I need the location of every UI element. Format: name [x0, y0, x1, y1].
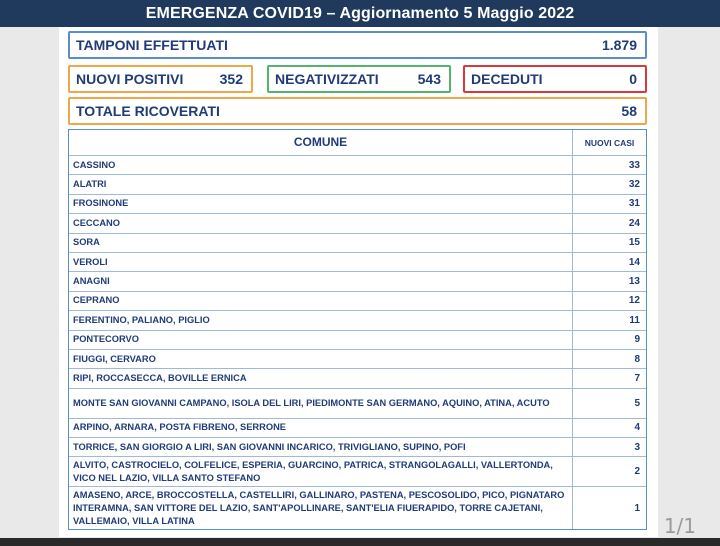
ricoverati-label: TOTALE RICOVERATI [76, 103, 220, 119]
ricoverati-box [68, 97, 647, 125]
comune-cell: MONTE SAN GIOVANNI CAMPANO, ISOLA DEL LIRI, PIEDIMONTE SAN GERMANO, AQUINO, ATINA, ACUTO [69, 389, 573, 418]
casi-cell: 4 [634, 422, 640, 434]
deceduti-value: 0 [629, 71, 637, 87]
deceduti-label: DECEDUTI [471, 71, 543, 87]
negativizzati-box [267, 65, 451, 93]
table-row [69, 174, 646, 193]
nuovi-positivi-box [68, 65, 253, 93]
comune-cell: ANAGNI [69, 272, 573, 290]
table-row [69, 194, 646, 213]
page-title: EMERGENZA COVID19 – Aggiornamento 5 Maggio 2022 [0, 0, 720, 27]
casi-cell: 1 [634, 502, 640, 514]
comune-cell: FROSINONE [69, 195, 573, 213]
casi-cell: 15 [628, 237, 640, 249]
casi-cell: 3 [634, 441, 640, 453]
casi-cell: 12 [628, 295, 640, 307]
comune-cell: PONTECORVO [69, 331, 573, 349]
casi-cell: 2 [634, 466, 640, 478]
table-row [69, 330, 646, 349]
casi-cell: 32 [628, 179, 640, 191]
bottom-bar [0, 538, 720, 546]
casi-cell: 8 [634, 353, 640, 365]
casi-cell: 5 [634, 397, 640, 409]
document-page [59, 27, 658, 537]
casi-cell: 33 [628, 159, 640, 171]
casi-cell: 14 [628, 256, 640, 268]
comune-cell: TORRICE, SAN GIORGIO A LIRI, SAN GIOVANNI INCARICO, TRIVIGLIANO, SUPINO, POFI [69, 438, 573, 456]
table-row [69, 486, 646, 529]
table-row [69, 271, 646, 290]
comune-cell: FERENTINO, PALIANO, PIGLIO [69, 311, 573, 329]
tamponi-box [68, 31, 647, 59]
tamponi-label: TAMPONI EFFETTUATI [76, 37, 228, 53]
table-row [69, 418, 646, 437]
comune-cell: SORA [69, 234, 573, 252]
comune-cell: CASSINO [69, 156, 573, 174]
comune-cell: VEROLI [69, 253, 573, 271]
page-indicator: 1/1 [663, 514, 696, 538]
casi-cell: 9 [634, 334, 640, 346]
table-row [69, 310, 646, 329]
negativizzati-value: 543 [417, 71, 441, 87]
nuovi-positivi-value: 352 [219, 71, 243, 87]
table-row [69, 233, 646, 252]
casi-cell: 7 [634, 372, 640, 384]
table-row [69, 213, 646, 232]
table-row [69, 155, 646, 174]
table-row [69, 252, 646, 271]
table-row [69, 291, 646, 310]
nuovi-positivi-label: NUOVI POSITIVI [76, 71, 184, 87]
comune-cell: CECCANO [69, 214, 573, 232]
table-row [69, 368, 646, 387]
deceduti-box [463, 65, 647, 93]
tamponi-value: 1.879 [601, 37, 637, 53]
casi-cell: 24 [628, 217, 640, 229]
negativizzati-label: NEGATIVIZZATI [275, 71, 379, 87]
comune-cell: FIUGGI, CERVARO [69, 350, 573, 368]
ricoverati-value: 58 [621, 103, 637, 119]
table-row [69, 456, 646, 486]
comune-cell: ALATRI [69, 175, 573, 193]
casi-cell: 11 [629, 314, 640, 326]
comune-cell: ARPINO, ARNARA, POSTA FIBRENO, SERRONE [69, 419, 573, 437]
comune-cell: AMASENO, ARCE, BROCCOSTELLA, CASTELLIRI, GALLINARO, PASTENA, PESCOSOLIDO, PICO, PIGNATARO INTERAMNA, SAN VITTORE DEL LAZIO, SANT'APOLLINARE, SANT'ELIA FIUERAPIDO, TORRE CAJETANI, VALLEMAIO, VILLA LATINA [69, 487, 573, 529]
table-row [69, 388, 646, 418]
comune-cell: CEPRANO [69, 292, 573, 310]
comune-cell: RIPI, ROCCASECCA, BOVILLE ERNICA [69, 369, 573, 387]
table-row [69, 349, 646, 368]
casi-cell: 31 [628, 198, 640, 210]
casi-cell: 13 [628, 276, 640, 288]
header-comune: COMUNE [69, 130, 573, 155]
cases-table [68, 129, 647, 530]
header-nuovi-casi: NUOVI CASI [584, 137, 635, 148]
table-row [69, 437, 646, 456]
table-header [69, 130, 646, 155]
comune-cell: ALVITO, CASTROCIELO, COLFELICE, ESPERIA, GUARCINO, PATRICA, STRANGOLAGALLI, VALLERTONDA, VICO NEL LAZIO, VILLA SANTO STEFANO [69, 457, 573, 486]
